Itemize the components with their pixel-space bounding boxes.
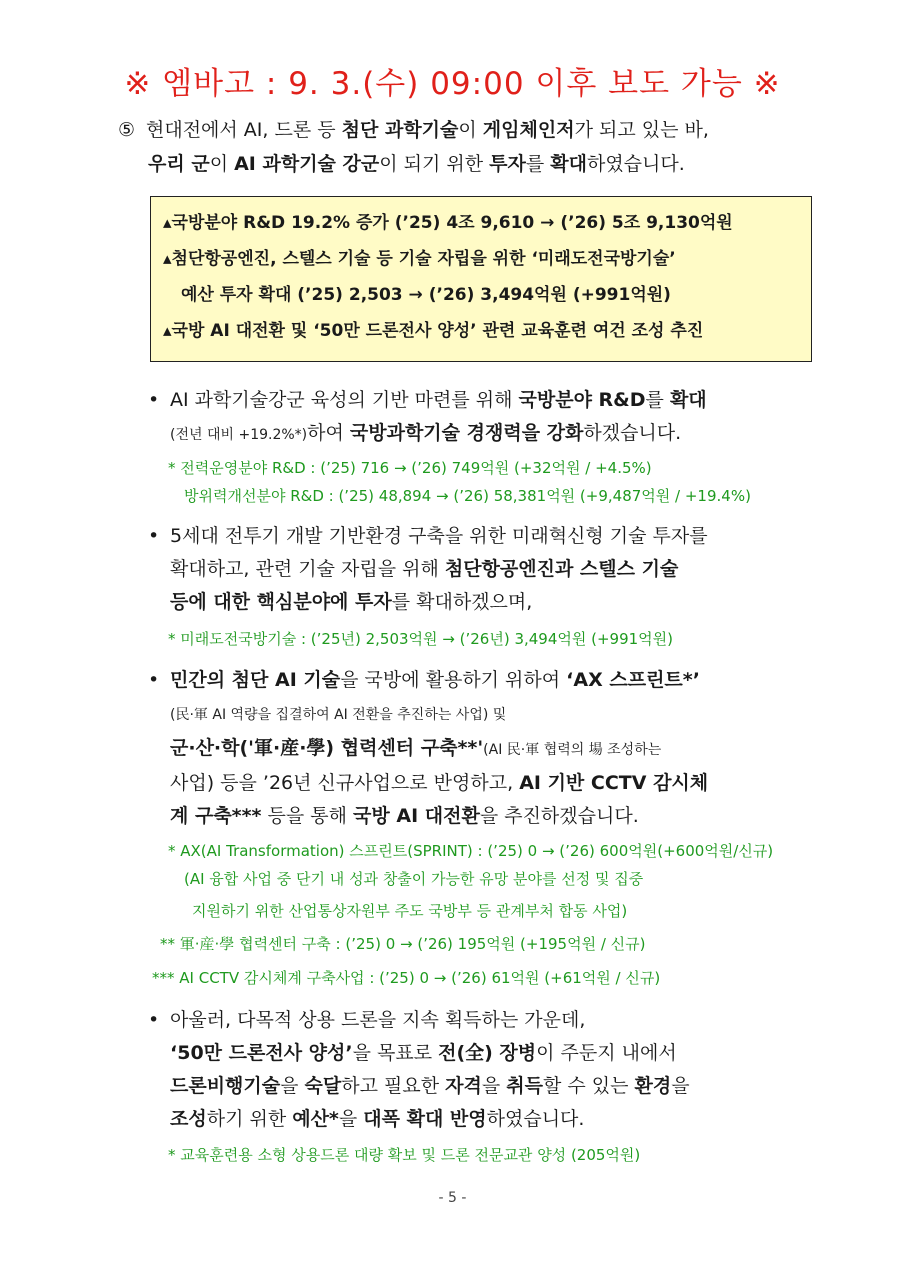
summary-item-ai-drone: ▴국방 AI 대전환 및 ‘50만 드론전사 양성’ 관련 교육훈련 여건 조성 추진 — [163, 321, 704, 341]
text: 투자 — [489, 153, 526, 175]
note-center: ** 軍·産·學 협력센터 구축 : (’25) 0 → (’26) 195억원 (+195억원 / 신규) — [160, 935, 646, 953]
embargo-notice: ※ 엠바고 : 9. 3.(수) 09:00 이후 보도 가능 ※ — [124, 66, 781, 102]
text: 하였습니다. — [486, 1108, 585, 1130]
text: 등에 대한 핵심분야에 투자 — [170, 591, 392, 613]
text: 환경 — [634, 1075, 672, 1097]
text: 하기 위한 — [206, 1108, 293, 1130]
text: AI 기반 CCTV 감시체 — [519, 772, 709, 794]
page-number: - 5 - — [438, 1190, 467, 1206]
note-rnd-operation: * 전력운영분야 R&D : (’25) 716 → (’26) 749억원 (+32억원 / +4.5%) — [168, 459, 652, 477]
text: 국방분야 R&D — [518, 389, 646, 411]
note-cctv: *** AI CCTV 감시체계 구축사업 : (’25) 0 → (’26) 61억원 (+61억원 / 신규) — [152, 969, 661, 987]
text: 이 — [209, 153, 235, 175]
bullet-rnd — [148, 384, 828, 452]
text: (AI 民·軍 협력의 場 조성하는 — [483, 742, 662, 758]
text: 을 추진하겠습니다. — [479, 805, 639, 827]
bullet-dot: • — [148, 389, 160, 411]
summary-box — [150, 196, 812, 362]
bullet-text — [170, 384, 828, 452]
text: 을 국방에 활용하기 위하여 — [340, 669, 567, 691]
text: 군·산·학('軍·産·學) 협력센터 구축**' — [170, 737, 484, 759]
text: 를 확대하겠으며, — [391, 591, 533, 613]
text: 아울러, 다목적 상용 드론을 지속 획득하는 가운데, — [170, 1009, 586, 1031]
text: 게임체인저 — [482, 119, 575, 141]
summary-item-rnd: ▴국방분야 R&D 19.2% 증가 (’25) 4조 9,610 → (’26) 5조 9,130억원 — [163, 213, 733, 233]
bullet-ai — [148, 664, 828, 833]
text: 취득 — [506, 1075, 543, 1097]
text: 자격 — [445, 1075, 482, 1097]
bullet-drone — [148, 1004, 828, 1136]
note-ax-sprint-desc2: 지원하기 위한 산업통상자원부 주도 국방부 등 관계부처 합동 사업) — [192, 902, 628, 920]
text: AI 과학기술 강군 — [234, 153, 380, 175]
text: 하였습니다. — [586, 153, 685, 175]
bullet-dot: • — [148, 1009, 160, 1031]
text: 전(全) 장병 — [438, 1042, 537, 1064]
summary-item-future-tech-budget: 예산 투자 확대 (’25) 2,503 → (’26) 3,494억원 (+991억원) — [181, 285, 671, 305]
text: 예산* — [292, 1108, 339, 1130]
text: 첨단항공엔진과 스텔스 기술 — [444, 558, 679, 580]
text: ‘AX 스프린트*’ — [566, 669, 700, 691]
text: 계 구축*** — [170, 805, 262, 827]
text: 민간의 첨단 AI 기술 — [170, 669, 341, 691]
text: 첨단 과학기술 — [341, 119, 459, 141]
text: 할 수 있는 — [542, 1075, 635, 1097]
note-future-tech: * 미래도전국방기술 : (’25년) 2,503억원 → (’26년) 3,494억원 (+991억원) — [168, 630, 674, 648]
text: 국방과학기술 경쟁력을 강화 — [349, 422, 584, 444]
text: 을 목표로 — [352, 1042, 439, 1064]
text: 등을 통해 — [261, 805, 354, 827]
text: ‘50만 드론전사 양성’ — [170, 1042, 353, 1064]
bullet-dot: • — [148, 669, 160, 691]
text: 를 — [645, 389, 670, 411]
bullet-fighter — [148, 520, 828, 619]
note-drone-budget: * 교육훈련용 소형 상용드론 대량 확보 및 드론 전문교관 양성 (205억원) — [168, 1146, 641, 1164]
text: 가 되고 있는 바, — [574, 119, 709, 141]
text: 우리 군 — [148, 153, 210, 175]
text: 이 — [458, 119, 483, 141]
text: 대폭 확대 반영 — [363, 1108, 487, 1130]
note-ax-sprint-desc1: (AI 융합 사업 중 단기 내 성과 창출이 가능한 유망 분야를 선정 및 집중 — [184, 870, 644, 888]
bullet-text — [170, 520, 828, 619]
text: 이 주둔지 내에서 — [536, 1042, 677, 1064]
paragraph-number: ⑤ — [118, 119, 136, 141]
text: 이 되기 위한 — [379, 153, 490, 175]
text: 을 — [671, 1075, 690, 1097]
summary-item-future-tech: ▴첨단항공엔진, 스텔스 기술 등 기술 자립을 위한 ‘미래도전국방기술’ — [163, 249, 676, 269]
text: 조성 — [170, 1108, 207, 1130]
text: 을 — [481, 1075, 507, 1097]
text: 을 — [338, 1108, 364, 1130]
bullet-dot: • — [148, 525, 160, 547]
note-rnd-improvement: 방위력개선분야 R&D : (’25) 48,894 → (’26) 58,381억원 (+9,487억원 / +19.4%) — [184, 487, 751, 505]
text: 를 — [525, 153, 551, 175]
bullet-text — [170, 664, 828, 833]
text: AI 과학기술강군 육성의 기반 마련를 위해 — [170, 389, 519, 411]
text: 숙달 — [304, 1075, 342, 1097]
text: 하여 — [307, 422, 350, 444]
text: 확대하고, 관련 기술 자립을 위해 — [170, 558, 445, 580]
text: 하겠습니다. — [583, 422, 682, 444]
paragraph-5 — [118, 113, 838, 181]
note-ax-sprint: * AX(AI Transformation) 스프린트(SPRINT) : (’25) 0 → (’26) 600억원(+600억원/신규) — [168, 842, 774, 860]
bullet-text — [170, 1004, 828, 1136]
text: (民·軍 AI 역량을 집결하여 AI 전환을 추진하는 사업) 및 — [170, 707, 507, 723]
text: (전년 대비 +19.2%*) — [170, 427, 308, 443]
text: 현대전에서 AI, 드론 등 — [146, 119, 342, 141]
paragraph-5-line1 — [118, 113, 838, 147]
paragraph-5-line2 — [118, 147, 838, 181]
text: 확대 — [550, 153, 587, 175]
text: 을 — [280, 1075, 305, 1097]
text: 확대 — [669, 389, 707, 411]
text: 드론비행기술 — [170, 1075, 281, 1097]
text: 하고 필요한 — [341, 1075, 446, 1097]
text: 사업) 등을 ’26년 신규사업으로 반영하고, — [170, 772, 520, 794]
text: 국방 AI 대전환 — [353, 805, 480, 827]
text: 5세대 전투기 개발 기반환경 구축을 위한 미래혁신형 기술 투자를 — [170, 525, 708, 547]
